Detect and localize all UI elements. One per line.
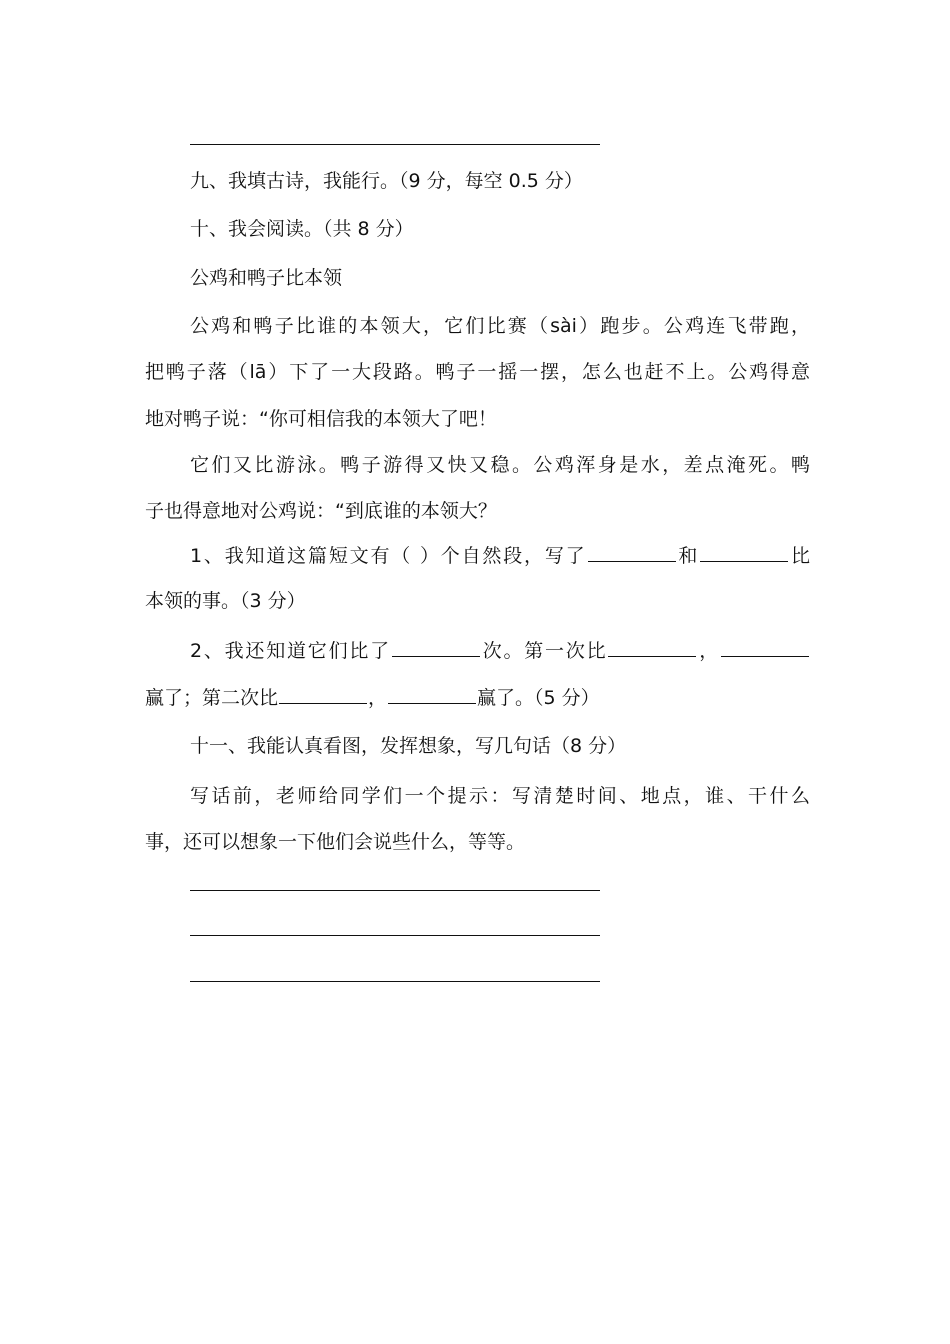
question-1-blank-1[interactable] (588, 543, 676, 562)
writing-hint-line-1: 写话前，老师给同学们一个提示：写清楚时间、地点，谁、干什么 (190, 785, 810, 807)
story-title: 公鸡和鸭子比本领 (190, 267, 343, 289)
question-1-text-c: 比 (789, 545, 810, 567)
question-2-text-c: ， (697, 640, 720, 662)
question-2-text-a: 2、我还知道它们比了 (190, 640, 391, 662)
question-2-blank-first-winner[interactable] (721, 638, 809, 657)
writing-answer-line-2[interactable] (190, 935, 600, 936)
question-1-text-b: 和 (676, 545, 700, 567)
answer-line-top (190, 144, 600, 145)
writing-answer-line-1[interactable] (190, 890, 600, 891)
question-1-line-2: 本领的事。（3 分） (145, 590, 306, 612)
question-2-text-b: 次。第一次比 (480, 640, 608, 662)
question-2-blank-first-event[interactable] (608, 638, 696, 657)
story-paragraph-1-line-2: 把鸭子落（lā）下了一大段路。鸭子一摇一摆，怎么也赶不上。公鸡得意 (145, 361, 810, 383)
writing-hint-line-2: 事，还可以想象一下他们会说些什么，等等。 (145, 831, 526, 853)
question-2-line-2 (145, 685, 810, 710)
question-2-blank-count[interactable] (392, 638, 480, 657)
section-10-heading: 十、我会阅读。（共 8 分） (190, 218, 414, 240)
question-1-blank-2[interactable] (700, 543, 788, 562)
story-paragraph-2-line-2: 子也得意地对公鸡说：“到底谁的本领大？ (145, 500, 497, 522)
section-11-heading: 十一、我能认真看图，发挥想象，写几句话（8 分） (190, 735, 627, 757)
question-2-blank-second-winner[interactable] (388, 685, 476, 704)
story-paragraph-2-line-1: 它们又比游泳。鸭子游得又快又稳。公鸡浑身是水，差点淹死。鸭 (190, 454, 810, 476)
question-2-line-1 (190, 638, 810, 663)
question-2-blank-second-event[interactable] (279, 685, 367, 704)
question-1-line-1 (190, 543, 810, 568)
question-2-text-f: 赢了。（5 分） (477, 687, 600, 709)
question-2-text-e: ， (368, 687, 388, 709)
question-1-text-a: 1、我知道这篇短文有（ ）个自然段，写了 (190, 545, 587, 567)
section-9-heading: 九、我填古诗，我能行。（9 分，每空 0.5 分） (190, 170, 583, 192)
story-paragraph-1-line-3: 地对鸭子说：“你可相信我的本领大了吧！ (145, 408, 497, 430)
story-paragraph-1-line-1: 公鸡和鸭子比谁的本领大，它们比赛（sài）跑步。公鸡连飞带跑， (190, 315, 810, 337)
writing-answer-line-3[interactable] (190, 981, 600, 982)
question-2-text-d: 赢了；第二次比 (145, 687, 279, 709)
